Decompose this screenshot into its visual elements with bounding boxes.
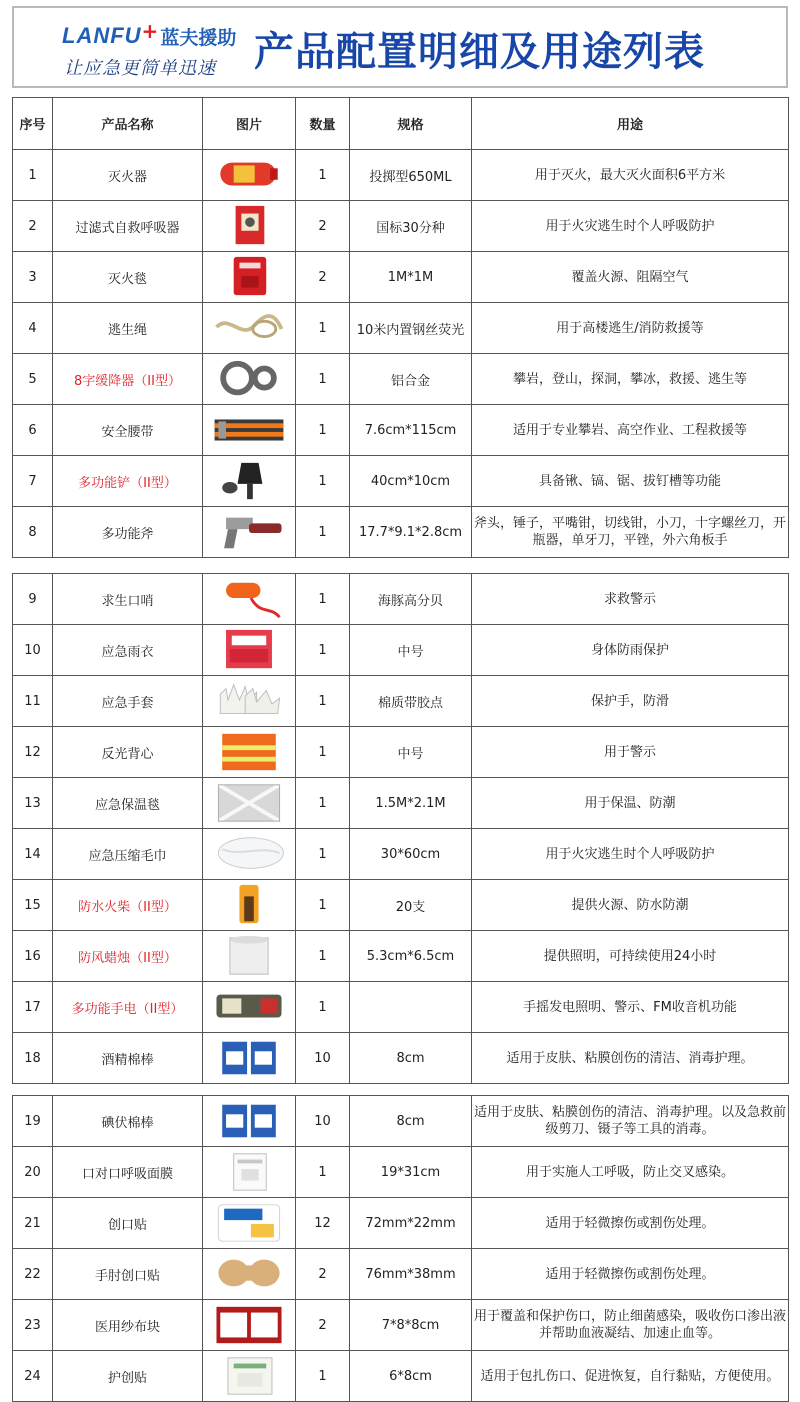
product-use: 求救警示: [472, 574, 789, 625]
product-name: 灭火器: [53, 150, 203, 201]
alcohol-swab-icon: [212, 1036, 286, 1080]
fire-extinguisher-icon: [212, 153, 286, 197]
product-spec: 8cm: [350, 1033, 472, 1084]
table-row: [13, 354, 789, 405]
table-row: [13, 507, 789, 558]
product-spec: 棉质带胶点: [350, 676, 472, 727]
product-name: 逃生绳: [53, 303, 203, 354]
logo-plus-icon: +: [141, 19, 159, 43]
product-qty: 1: [296, 727, 350, 778]
product-name: 防水火柴（II型）: [53, 880, 203, 931]
product-use: 用于火灾逃生时个人呼吸防护: [472, 201, 789, 252]
product-use: 用于火灾逃生时个人呼吸防护: [472, 829, 789, 880]
row-number: 3: [13, 252, 53, 303]
product-spec: 6*8cm: [350, 1351, 472, 1402]
product-image: [203, 252, 296, 303]
product-qty: 10: [296, 1033, 350, 1084]
product-use: 身体防雨保护: [472, 625, 789, 676]
product-spec: 海豚高分贝: [350, 574, 472, 625]
product-use: 用于实施人工呼吸，防止交叉感染。: [472, 1147, 789, 1198]
product-spec: 19*31cm: [350, 1147, 472, 1198]
product-name: 应急手套: [53, 676, 203, 727]
product-spec: 中号: [350, 625, 472, 676]
row-number: 6: [13, 405, 53, 456]
towel-icon: [212, 832, 286, 876]
product-table-part-2: [12, 573, 789, 1084]
flashlight-icon: [212, 985, 286, 1029]
row-number: 15: [13, 880, 53, 931]
logo-latin-text: LANFU: [62, 23, 142, 48]
product-spec: 72mm*22mm: [350, 1198, 472, 1249]
product-use: 用于警示: [472, 727, 789, 778]
product-image: [203, 727, 296, 778]
row-number: 12: [13, 727, 53, 778]
rope-icon: [212, 306, 286, 350]
product-name: 多功能铲（II型）: [53, 456, 203, 507]
iodine-swab-icon: [212, 1099, 286, 1143]
product-use: 具备锹、镐、锯、拔钉槽等功能: [472, 456, 789, 507]
product-name: 护创贴: [53, 1351, 203, 1402]
row-number: 7: [13, 456, 53, 507]
table-row: [13, 1198, 789, 1249]
product-image: [203, 201, 296, 252]
table-row: [13, 574, 789, 625]
table-row: [13, 303, 789, 354]
gloves-icon: [212, 679, 286, 723]
gauze-icon: [212, 1303, 286, 1347]
product-qty: 1: [296, 1351, 350, 1402]
product-use: 用于保温、防潮: [472, 778, 789, 829]
product-name: 医用纱布块: [53, 1300, 203, 1351]
product-qty: 1: [296, 405, 350, 456]
product-name: 酒精棉棒: [53, 1033, 203, 1084]
cpr-mask-icon: [212, 1150, 286, 1194]
header-spec: 规格: [350, 98, 472, 150]
row-number: 14: [13, 829, 53, 880]
row-number: 10: [13, 625, 53, 676]
product-image: [203, 1351, 296, 1402]
header-image: 图片: [203, 98, 296, 150]
product-qty: 1: [296, 778, 350, 829]
product-image: [203, 405, 296, 456]
table-row: [13, 829, 789, 880]
row-number: 23: [13, 1300, 53, 1351]
logo-cn-text: 蓝夫援助: [160, 26, 237, 49]
candle-icon: [212, 934, 286, 978]
product-qty: 2: [296, 1249, 350, 1300]
table-row: [13, 880, 789, 931]
product-image: [203, 829, 296, 880]
product-image: [203, 456, 296, 507]
thermal-blanket-icon: [212, 781, 286, 825]
product-qty: 1: [296, 150, 350, 201]
product-spec: 投掷型650ML: [350, 150, 472, 201]
product-use: 提供照明，可持续使用24小时: [472, 931, 789, 982]
row-number: 11: [13, 676, 53, 727]
product-qty: 1: [296, 574, 350, 625]
product-qty: 12: [296, 1198, 350, 1249]
product-qty: 2: [296, 252, 350, 303]
product-use: 用于覆盖和保护伤口，防止细菌感染，吸收伤口渗出液并帮助血液凝结、加速止血等。: [472, 1300, 789, 1351]
wound-dressing-icon: [212, 1354, 286, 1398]
matches-icon: [212, 883, 286, 927]
product-qty: 1: [296, 1147, 350, 1198]
product-image: [203, 880, 296, 931]
product-qty: 1: [296, 456, 350, 507]
product-qty: 2: [296, 201, 350, 252]
product-image: [203, 676, 296, 727]
product-image: [203, 507, 296, 558]
product-use: 适用于轻微擦伤或割伤处理。: [472, 1249, 789, 1300]
product-spec: 1.5M*2.1M: [350, 778, 472, 829]
product-spec: 30*60cm: [350, 829, 472, 880]
row-number: 17: [13, 982, 53, 1033]
product-image: [203, 1096, 296, 1147]
row-number: 2: [13, 201, 53, 252]
row-number: 19: [13, 1096, 53, 1147]
table-row: [13, 252, 789, 303]
product-qty: 10: [296, 1096, 350, 1147]
product-spec: 7.6cm*115cm: [350, 405, 472, 456]
product-qty: 1: [296, 354, 350, 405]
product-image: [203, 1033, 296, 1084]
product-name: 8字缓降器（II型）: [53, 354, 203, 405]
whistle-icon: [212, 577, 286, 621]
product-image: [203, 982, 296, 1033]
product-qty: 1: [296, 880, 350, 931]
product-use: 适用于轻微擦伤或割伤处理。: [472, 1198, 789, 1249]
axe-icon: [212, 510, 286, 554]
product-image: [203, 1198, 296, 1249]
product-use: 用于灭火，最大灭火面积6平方米: [472, 150, 789, 201]
product-name: 求生口哨: [53, 574, 203, 625]
product-image: [203, 778, 296, 829]
header-name: 产品名称: [53, 98, 203, 150]
table-row: [13, 676, 789, 727]
fire-blanket-icon: [212, 255, 286, 299]
product-spec: 8cm: [350, 1096, 472, 1147]
product-image: [203, 1249, 296, 1300]
table-row: [13, 931, 789, 982]
product-use: 保护手，防滑: [472, 676, 789, 727]
product-spec: [350, 982, 472, 1033]
table-row: [13, 778, 789, 829]
table-row: [13, 1033, 789, 1084]
table-row: [13, 727, 789, 778]
row-number: 5: [13, 354, 53, 405]
product-qty: 1: [296, 507, 350, 558]
row-number: 9: [13, 574, 53, 625]
product-qty: 1: [296, 303, 350, 354]
product-use: 覆盖火源、阻隔空气: [472, 252, 789, 303]
product-spec: 40cm*10cm: [350, 456, 472, 507]
product-image: [203, 574, 296, 625]
product-qty: 1: [296, 676, 350, 727]
product-image: [203, 1147, 296, 1198]
product-spec: 国标30分种: [350, 201, 472, 252]
product-name: 反光背心: [53, 727, 203, 778]
product-spec: 20支: [350, 880, 472, 931]
product-use: 手摇发电照明、警示、FM收音机功能: [472, 982, 789, 1033]
product-spec: 17.7*9.1*2.8cm: [350, 507, 472, 558]
header-qty: 数量: [296, 98, 350, 150]
table-row: [13, 1096, 789, 1147]
brand-slogan: 让应急更简单迅速: [64, 58, 216, 79]
product-image: [203, 1300, 296, 1351]
brand-logo: [62, 19, 237, 50]
product-name: 多功能斧: [53, 507, 203, 558]
elbow-bandage-icon: [212, 1252, 286, 1296]
table-row: [13, 1300, 789, 1351]
product-name: 灭火毯: [53, 252, 203, 303]
product-qty: 1: [296, 625, 350, 676]
vest-icon: [212, 730, 286, 774]
table-row: [13, 625, 789, 676]
product-use: 适用于皮肤、粘膜创伤的清洁、消毒护理。: [472, 1033, 789, 1084]
product-use: 提供火源、防水防潮: [472, 880, 789, 931]
product-image: [203, 303, 296, 354]
bandage-icon: [212, 1201, 286, 1245]
product-qty: 1: [296, 829, 350, 880]
product-image: [203, 931, 296, 982]
product-name: 过滤式自救呼吸器: [53, 201, 203, 252]
row-number: 24: [13, 1351, 53, 1402]
row-number: 13: [13, 778, 53, 829]
table-row: [13, 405, 789, 456]
product-use: 用于高楼逃生/消防救援等: [472, 303, 789, 354]
product-name: 安全腰带: [53, 405, 203, 456]
table-row: [13, 1147, 789, 1198]
product-image: [203, 354, 296, 405]
product-name: 防风蜡烛（II型）: [53, 931, 203, 982]
row-number: 16: [13, 931, 53, 982]
product-use: 斧头，锤子，平嘴钳，切线钳，小刀，十字螺丝刀，开瓶器，单牙刀，平锉，外六角板手: [472, 507, 789, 558]
table-header-row: [13, 98, 789, 150]
descender-icon: [212, 357, 286, 401]
product-name: 应急保温毯: [53, 778, 203, 829]
row-number: 18: [13, 1033, 53, 1084]
product-name: 碘伏棉棒: [53, 1096, 203, 1147]
product-name: 应急雨衣: [53, 625, 203, 676]
table-row: [13, 150, 789, 201]
product-name: 口对口呼吸面膜: [53, 1147, 203, 1198]
product-spec: 76mm*38mm: [350, 1249, 472, 1300]
product-spec: 1M*1M: [350, 252, 472, 303]
table-row: [13, 982, 789, 1033]
product-use: 适用于专业攀岩、高空作业、工程救援等: [472, 405, 789, 456]
product-qty: 2: [296, 1300, 350, 1351]
product-name: 创口贴: [53, 1198, 203, 1249]
product-spec: 7*8*8cm: [350, 1300, 472, 1351]
row-number: 20: [13, 1147, 53, 1198]
product-spec: 中号: [350, 727, 472, 778]
row-number: 21: [13, 1198, 53, 1249]
product-spec: 10米内置钢丝荧光: [350, 303, 472, 354]
table-row: [13, 1351, 789, 1402]
safety-belt-icon: [212, 408, 286, 452]
table-row: [13, 201, 789, 252]
product-table-part-1: [12, 97, 789, 558]
header-use: 用途: [472, 98, 789, 150]
row-number: 4: [13, 303, 53, 354]
product-name: 应急压缩毛巾: [53, 829, 203, 880]
poncho-icon: [212, 628, 286, 672]
row-number: 22: [13, 1249, 53, 1300]
product-qty: 1: [296, 931, 350, 982]
product-qty: 1: [296, 982, 350, 1033]
table-row: [13, 456, 789, 507]
product-image: [203, 625, 296, 676]
product-image: [203, 150, 296, 201]
shovel-icon: [212, 459, 286, 503]
product-spec: 铝合金: [350, 354, 472, 405]
row-number: 1: [13, 150, 53, 201]
row-number: 8: [13, 507, 53, 558]
table-row: [13, 1249, 789, 1300]
product-name: 多功能手电（II型）: [53, 982, 203, 1033]
product-name: 手肘创口贴: [53, 1249, 203, 1300]
header-banner: [12, 6, 788, 88]
product-spec: 5.3cm*6.5cm: [350, 931, 472, 982]
product-use: 适用于包扎伤口、促进恢复，自行黏贴，方便使用。: [472, 1351, 789, 1402]
page-title: 产品配置明细及用途列表: [254, 29, 705, 75]
product-use: 适用于皮肤、粘膜创伤的清洁、消毒护理。以及急救前级剪刀、镊子等工具的消毒。: [472, 1096, 789, 1147]
product-table-part-3: [12, 1095, 789, 1402]
respirator-icon: [212, 204, 286, 248]
product-use: 攀岩，登山，探洞，攀冰，救援、逃生等: [472, 354, 789, 405]
header-no: 序号: [13, 98, 53, 150]
